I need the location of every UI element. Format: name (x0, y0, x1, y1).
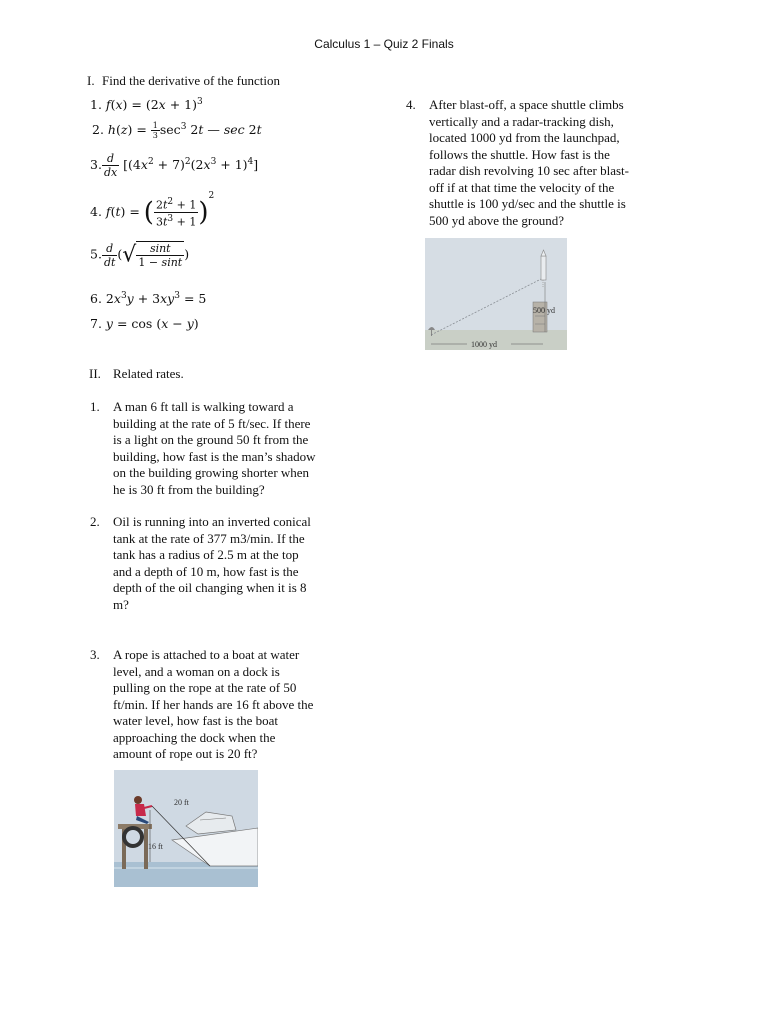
problem-number: 1. (90, 399, 100, 414)
page-title: Calculus 1 – Quiz 2 Finals (314, 37, 454, 51)
problem-line: depth of the oil changing when it is 8 (113, 580, 307, 595)
problem-line: on the building growing shorter when (113, 465, 310, 480)
problem-line: After blast-off, a space shuttle climbs (429, 97, 624, 112)
problem-line: tank at the rate of 377 m3/min. If the (113, 530, 305, 546)
problem-line: 500 yd above the ground? (429, 212, 565, 228)
problem-line: building at the rate of 5 ft/sec. If there (113, 415, 311, 431)
problem-line: tank has a radius of 2.5 m at the top (113, 547, 299, 562)
item-number: 5. (90, 246, 102, 262)
problem-line: amount of rope out is 20 ft? (113, 746, 258, 761)
problem-line: approaching the dock when the (113, 729, 276, 745)
problem-line: is a light on the ground 50 ft from the (113, 432, 309, 447)
problem-number: 2. (90, 514, 100, 529)
derivative-item-6: 6. $2x^3y + 3xy^3 = 5$ (90, 291, 207, 307)
item-number: 3. (90, 157, 102, 172)
problem-line: located 1000 yd from the launchpad, (429, 130, 620, 145)
derivative-item-2: 2. h(z) = $\frac{1}{3}$ $\sec^3 2t$ — sec 2t (92, 121, 262, 140)
height-label: 16 ft (148, 842, 163, 851)
item-number: 2. (92, 122, 104, 137)
derivative-item-4: 4. f(t) = ( $\frac{2t^2 + 1}{3t^3 + 1}$ )$^2$ (90, 191, 215, 229)
problem-number: 4. (406, 97, 416, 112)
problem-line: vertically and a radar-tracking dish, (429, 113, 614, 129)
section-number-2: II. (89, 366, 101, 381)
derivative-item-3: 3. $\frac{d}{dx}$ $[(4x^2 + 7)^2(2x^3 + 1)^4]$ (90, 152, 259, 179)
item-number: 1. (90, 97, 102, 113)
item-number: 4. (90, 204, 102, 219)
problem-line: pulling on the rope at the rate of 50 (113, 680, 297, 695)
problem-line: Oil is running into an inverted conical (113, 514, 311, 529)
problem-number: 3. (90, 647, 100, 662)
problem-line: off if at that time the velocity of the (429, 179, 615, 195)
problem-line: level, and a woman on a dock is (113, 663, 280, 679)
item-number: 6. (90, 291, 102, 307)
problem-line: m? (113, 596, 129, 612)
derivative-item-7: 7. y = cos (x − y) (90, 316, 199, 331)
item-number: 7. (90, 316, 102, 331)
section-number-1: I. (87, 73, 95, 88)
derivative-item-1: 1. $f(x) = (2x + 1)^3$ (90, 97, 203, 113)
problem-line: A man 6 ft tall is walking toward a (113, 399, 294, 414)
shuttle-radar-figure (425, 238, 567, 350)
problem-line: ft/min. If her hands are 16 ft above the (113, 696, 314, 712)
problem-line: radar dish revolving 10 sec after blast- (429, 163, 629, 178)
problem-line: A rope is attached to a boat at water (113, 647, 300, 662)
derivative-item-5: 5. $\frac{d}{dt}$ (√ $\frac{\sin t}{1 - \sin t}$ ) (90, 241, 190, 269)
problem-line: follows the shuttle. How fast is the (429, 146, 610, 162)
distance-label: 1000 yd (471, 340, 497, 349)
problem-line: shuttle is 100 yd/sec and the shuttle is (429, 196, 626, 211)
section-heading-1: Find the derivative of the function (102, 73, 280, 88)
problem-line: building, how fast is the man’s shadow (113, 448, 316, 464)
problem-line: water level, how fast is the boat (113, 713, 278, 728)
rope-length-label: 20 ft (174, 798, 189, 807)
problem-line: and a depth of 10 m, how fast is the (113, 563, 299, 579)
section-heading-2: Related rates. (113, 366, 184, 381)
problem-line: he is 30 ft from the building? (113, 481, 265, 497)
boat-dock-figure (114, 770, 258, 887)
height-label: 500 yd (533, 306, 555, 315)
